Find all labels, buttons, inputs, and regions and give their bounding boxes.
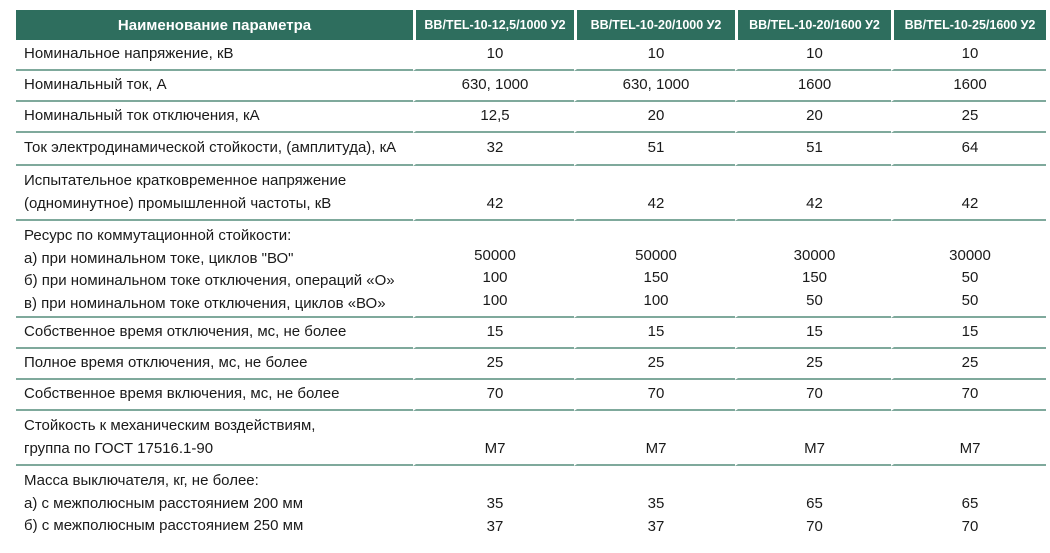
value-text: 51 xyxy=(647,139,665,157)
value-text: 51 xyxy=(806,139,823,157)
value-text: 100 xyxy=(643,291,669,309)
value-text: 20 xyxy=(647,107,665,125)
value-cell xyxy=(735,133,891,166)
value-cell xyxy=(891,380,1046,411)
value-text: 50 xyxy=(961,291,979,309)
header-model-1: ВВ/TEL-10-12,5/1000 У2 xyxy=(413,10,574,40)
value-text: 70 xyxy=(486,385,504,403)
value-text: 30000 xyxy=(949,246,991,264)
param-text: Собственное время включения, мс, не более xyxy=(24,385,340,403)
value-text: 50 xyxy=(806,291,823,309)
param-text: Стойкость к механическим воздействиям, xyxy=(24,417,316,434)
value-text: 35 xyxy=(647,495,665,512)
value-cell xyxy=(413,349,574,380)
value-text: 37 xyxy=(486,517,504,535)
value-cell xyxy=(574,380,735,411)
param-text: б) с межполюсным расстоянием 250 мм xyxy=(24,517,304,534)
value-text: 1600 xyxy=(797,76,832,94)
value-text: 150 xyxy=(643,269,669,286)
value-cell xyxy=(891,166,1046,221)
value-text: 630, 1000 xyxy=(622,76,690,94)
value-text: 25 xyxy=(961,107,979,125)
value-cell xyxy=(891,71,1046,102)
value-cell xyxy=(735,380,891,411)
value-text: 10 xyxy=(647,45,665,63)
value-cell xyxy=(735,221,891,318)
value-cell xyxy=(574,166,735,221)
value-cell xyxy=(891,221,1046,318)
param-cell xyxy=(16,411,413,466)
value-text: 15 xyxy=(806,323,823,341)
param-cell xyxy=(16,40,413,71)
param-cell xyxy=(16,133,413,166)
value-text: 64 xyxy=(961,139,979,157)
param-text: Номинальное напряжение, кВ xyxy=(24,45,234,63)
value-cell xyxy=(413,71,574,102)
value-text: 20 xyxy=(806,107,823,125)
param-cell xyxy=(16,102,413,133)
value-cell xyxy=(574,349,735,380)
value-text: 15 xyxy=(961,323,979,341)
param-text: Собственное время отключения, мс, не более xyxy=(24,323,347,341)
value-cell xyxy=(413,318,574,349)
value-cell xyxy=(413,411,574,466)
value-cell xyxy=(413,221,574,318)
value-cell xyxy=(574,466,735,542)
value-cell xyxy=(413,102,574,133)
value-text: 42 xyxy=(806,194,823,212)
value-text: 70 xyxy=(961,385,979,403)
value-cell xyxy=(735,466,891,542)
value-cell xyxy=(891,318,1046,349)
param-cell xyxy=(16,318,413,349)
value-text: 50 xyxy=(961,269,979,286)
value-cell xyxy=(891,102,1046,133)
param-text: Номинальный ток, А xyxy=(24,76,167,94)
param-text: Масса выключателя, кг, не более: xyxy=(24,472,259,489)
value-cell xyxy=(735,102,891,133)
value-cell xyxy=(891,133,1046,166)
value-cell xyxy=(574,318,735,349)
value-text: 630, 1000 xyxy=(461,76,529,94)
value-text: 25 xyxy=(647,354,665,372)
param-cell xyxy=(16,466,413,542)
value-text: М7 xyxy=(645,439,667,457)
value-cell xyxy=(735,349,891,380)
value-text: 25 xyxy=(961,354,979,372)
value-text: М7 xyxy=(959,439,981,457)
param-text: Испытательное кратковременное напряжение xyxy=(24,172,347,189)
value-cell xyxy=(413,380,574,411)
value-text: 15 xyxy=(647,323,665,341)
param-cell xyxy=(16,71,413,102)
param-cell xyxy=(16,380,413,411)
value-cell xyxy=(413,40,574,71)
value-text: 10 xyxy=(961,45,979,63)
value-cell xyxy=(413,466,574,542)
value-text: 70 xyxy=(647,385,665,403)
value-cell xyxy=(735,71,891,102)
value-cell xyxy=(574,71,735,102)
value-cell xyxy=(735,166,891,221)
value-cell xyxy=(735,318,891,349)
value-text: М7 xyxy=(484,439,506,457)
param-text: Ток электродинамической стойкости, (амплитуда), кА xyxy=(24,139,397,157)
value-cell xyxy=(413,133,574,166)
value-cell xyxy=(574,411,735,466)
value-text: 70 xyxy=(806,385,823,403)
value-text: 50000 xyxy=(474,246,516,264)
value-cell xyxy=(735,40,891,71)
param-text: (одноминутное) промышленной частоты, кВ xyxy=(24,194,332,212)
value-text: 42 xyxy=(486,194,504,212)
param-cell xyxy=(16,166,413,221)
value-text: 42 xyxy=(647,194,665,212)
value-cell xyxy=(413,166,574,221)
header-model-3: ВВ/TEL-10-20/1600 У2 xyxy=(735,10,891,40)
param-text: группа по ГОСТ 17516.1-90 xyxy=(24,439,214,457)
value-text: М7 xyxy=(804,439,825,457)
value-text: 10 xyxy=(486,45,504,63)
value-text: 42 xyxy=(961,194,979,212)
value-cell xyxy=(735,411,891,466)
value-text: 10 xyxy=(806,45,823,63)
value-text: 37 xyxy=(647,517,665,535)
value-cell xyxy=(891,466,1046,542)
value-text: 65 xyxy=(961,495,979,512)
param-text: Номинальный ток отключения, кА xyxy=(24,107,260,125)
header-model-4: ВВ/TEL-10-25/1600 У2 xyxy=(891,10,1046,40)
value-cell xyxy=(891,411,1046,466)
param-text: в) при номинальном токе отключения, циклов «ВО» xyxy=(24,294,386,312)
value-cell xyxy=(574,102,735,133)
param-text: а) при номинальном токе, циклов "ВО" xyxy=(24,249,294,267)
value-text: 25 xyxy=(486,354,504,372)
value-text: 70 xyxy=(806,517,823,535)
value-text: 1600 xyxy=(953,76,987,94)
header-model-2: ВВ/TEL-10-20/1000 У2 xyxy=(574,10,735,40)
value-text: 32 xyxy=(486,139,504,157)
param-cell xyxy=(16,221,413,318)
value-text: 100 xyxy=(482,269,508,286)
spec-table xyxy=(16,10,1046,542)
value-text: 50000 xyxy=(635,246,677,264)
value-text: 150 xyxy=(801,269,828,286)
value-text: 70 xyxy=(961,517,979,535)
value-cell xyxy=(891,40,1046,71)
param-cell xyxy=(16,349,413,380)
param-text: а) с межполюсным расстоянием 200 мм xyxy=(24,494,304,512)
value-cell xyxy=(574,40,735,71)
value-cell xyxy=(574,133,735,166)
value-cell xyxy=(574,221,735,318)
value-text: 100 xyxy=(482,291,508,309)
value-cell xyxy=(891,349,1046,380)
value-text: 25 xyxy=(806,354,823,372)
param-text: Полное время отключения, мс, не более xyxy=(24,354,308,372)
param-text: б) при номинальном токе отключения, операций «О» xyxy=(24,272,395,289)
value-text: 12,5 xyxy=(480,107,510,125)
param-text: Ресурс по коммутационной стойкости: xyxy=(24,227,292,244)
value-text: 30000 xyxy=(793,246,836,264)
value-text: 65 xyxy=(806,495,823,512)
value-text: 15 xyxy=(486,323,504,341)
header-param: Наименование параметра xyxy=(16,10,413,40)
value-text: 35 xyxy=(486,495,504,512)
